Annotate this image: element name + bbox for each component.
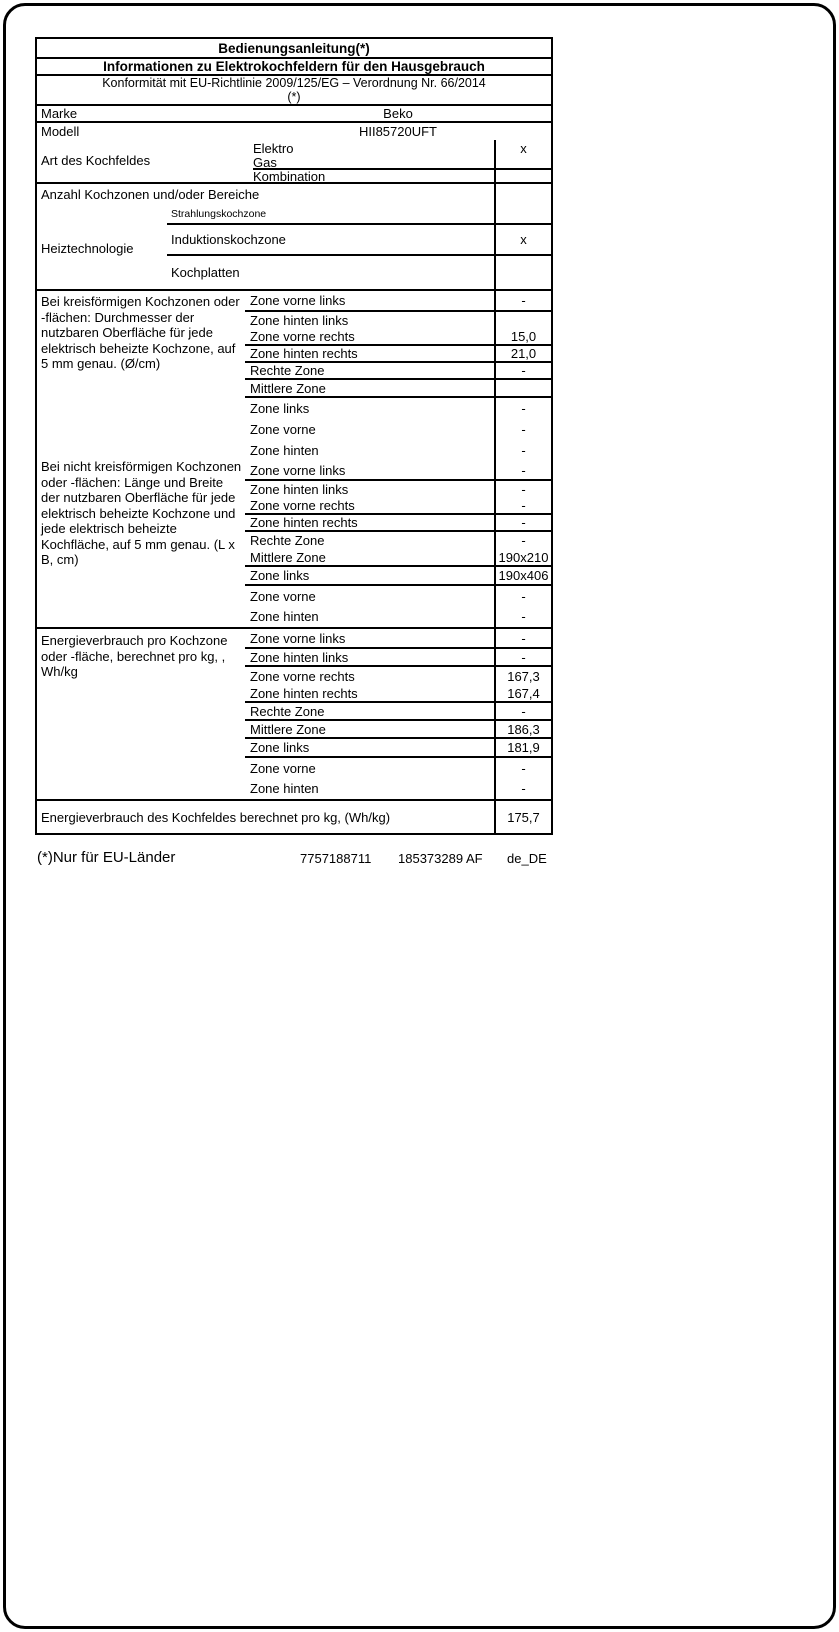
zone-label: Zone vorne links bbox=[250, 293, 346, 308]
document-subtitle: Informationen zu Elektrokochfeldern für den Hausgebrauch bbox=[37, 59, 551, 76]
zone-value: - bbox=[521, 649, 526, 665]
zone-row bbox=[245, 703, 551, 721]
zone-row bbox=[245, 363, 551, 380]
energy-per-zone-label: Energieverbrauch pro Kochzone oder -fläche, berechnet pro kg, , Wh/kg bbox=[41, 633, 228, 679]
model-value: HII85720UFT bbox=[358, 124, 438, 139]
zone-value: - bbox=[521, 588, 526, 604]
zone-label: Zone links bbox=[250, 401, 310, 416]
zone-label: Mittlere Zone bbox=[250, 549, 326, 565]
zone-value: 190x406 bbox=[498, 568, 549, 583]
zone-row bbox=[245, 586, 551, 606]
zone-value: - bbox=[521, 482, 526, 497]
zone-label: Zone vorne bbox=[250, 422, 316, 437]
zone-label: Rechte Zone bbox=[250, 363, 325, 378]
zone-label: Zone hinten bbox=[250, 781, 319, 796]
zone-row bbox=[245, 481, 551, 498]
hob-type-option-row bbox=[253, 170, 551, 182]
zone-row bbox=[245, 567, 551, 586]
zone-value: 167,4 bbox=[507, 685, 540, 701]
zone-label: Zone hinten rechts bbox=[250, 685, 358, 701]
zones-count-row bbox=[37, 184, 551, 205]
zone-row bbox=[245, 419, 551, 440]
zone-label: Rechte Zone bbox=[250, 533, 325, 548]
hob-type-label: Art des Kochfeldes bbox=[41, 153, 151, 168]
zone-label: Zone links bbox=[250, 740, 310, 755]
zone-label: Zone vorne rechts bbox=[250, 668, 355, 684]
hob-type-option-label: Elektro bbox=[253, 140, 294, 156]
zone-row bbox=[245, 329, 551, 346]
language-code: de_DE bbox=[507, 851, 547, 866]
zone-row bbox=[245, 461, 551, 481]
heating-tech-label: Heiztechnologie bbox=[41, 241, 134, 256]
zone-row bbox=[245, 291, 551, 312]
zone-label: Zone hinten rechts bbox=[250, 346, 358, 361]
document-code-2: 185373289 AF bbox=[398, 851, 483, 866]
zone-label: Zone vorne bbox=[250, 588, 316, 604]
zone-label: Zone vorne rechts bbox=[250, 498, 355, 513]
zone-row bbox=[245, 515, 551, 532]
document-code-1: 7757188711 bbox=[300, 851, 372, 866]
zone-label: Zone hinten bbox=[250, 609, 319, 624]
hob-type-option-value: x bbox=[520, 140, 527, 156]
circular-zones-label: Bei kreisförmigen Kochzonen oder -flächen: Durchmesser der nutzbaren Oberfläche für jede elektrisch beheizte Kochzone, auf 5 mm genau. (Ø/cm) bbox=[41, 294, 240, 371]
conformity-statement bbox=[37, 76, 551, 106]
heating-tech-option-label: Strahlungskochzone bbox=[171, 207, 267, 220]
zone-label: Zone hinten rechts bbox=[250, 515, 358, 530]
product-info-table bbox=[35, 37, 553, 835]
document-title: Bedienungsanleitung(*) bbox=[37, 39, 551, 59]
zone-row bbox=[245, 440, 551, 461]
zone-row bbox=[245, 739, 551, 758]
zone-label: Zone hinten bbox=[250, 443, 319, 458]
zone-row bbox=[245, 649, 551, 667]
zone-label: Mittlere Zone bbox=[250, 721, 326, 737]
zone-value: - bbox=[521, 498, 526, 513]
zone-row bbox=[245, 380, 551, 398]
total-energy-value: 175,7 bbox=[507, 809, 540, 825]
zone-value: - bbox=[521, 760, 526, 776]
heating-tech-option-label: Induktionskochzone bbox=[171, 232, 286, 247]
zone-row bbox=[245, 667, 551, 685]
zone-row bbox=[245, 685, 551, 703]
zone-value: - bbox=[521, 630, 526, 646]
zone-row bbox=[245, 629, 551, 649]
zone-value: - bbox=[521, 533, 526, 548]
zone-value: - bbox=[521, 703, 526, 719]
zone-label: Zone vorne links bbox=[250, 462, 346, 478]
zone-row bbox=[245, 758, 551, 778]
zone-label: Zone vorne rechts bbox=[250, 329, 355, 344]
zone-label: Zone hinten links bbox=[250, 482, 349, 497]
zone-label: Zone hinten links bbox=[250, 313, 349, 328]
zone-label: Rechte Zone bbox=[250, 703, 325, 719]
zone-row bbox=[245, 721, 551, 739]
zone-value: - bbox=[521, 293, 526, 308]
zone-value: 190x210 bbox=[498, 549, 549, 565]
zone-row bbox=[245, 549, 551, 567]
heating-tech-block bbox=[37, 205, 551, 291]
heating-tech-option-label: Kochplatten bbox=[171, 265, 240, 280]
zone-value: - bbox=[521, 462, 526, 478]
model-row bbox=[37, 123, 551, 140]
zone-label: Zone links bbox=[250, 568, 310, 583]
zone-value: 21,0 bbox=[510, 346, 537, 361]
zone-value: - bbox=[521, 443, 526, 458]
conformity-line-2: (*) bbox=[287, 90, 301, 104]
zone-value: - bbox=[521, 609, 526, 624]
zone-value: - bbox=[521, 515, 526, 530]
zone-value: - bbox=[521, 422, 526, 437]
brand-row bbox=[37, 106, 551, 123]
conformity-line-1: Konformität mit EU-Richtlinie 2009/125/EG – Verordnung Nr. 66/2014 bbox=[102, 76, 486, 90]
zone-value: - bbox=[521, 363, 526, 378]
zone-row bbox=[245, 532, 551, 549]
hob-type-block bbox=[37, 140, 551, 184]
hob-type-option-label: Kombination bbox=[253, 168, 326, 184]
eu-only-note: (*)Nur für EU-Länder bbox=[37, 849, 176, 866]
brand-label: Marke bbox=[41, 106, 78, 121]
zone-row bbox=[245, 346, 551, 363]
zone-row bbox=[245, 606, 551, 627]
total-energy-row bbox=[37, 799, 551, 833]
zone-label: Zone vorne bbox=[250, 760, 316, 776]
zone-value: 181,9 bbox=[507, 740, 540, 755]
zone-label: Mittlere Zone bbox=[250, 380, 326, 396]
noncircular-zones-label: Bei nicht kreisförmigen Kochzonen oder -flächen: Länge und Breite der nutzbaren Oberfläche für jede elektrisch beheizte Kochzone und jede elektrisch beheizte Kochfläche, auf 5 mm genau. (L x B, cm) bbox=[41, 459, 242, 567]
zone-value: - bbox=[521, 401, 526, 416]
zone-label: Zone vorne links bbox=[250, 630, 346, 646]
zone-energy-block bbox=[37, 627, 551, 799]
zone-value: 167,3 bbox=[507, 668, 540, 684]
total-energy-label: Energieverbrauch des Kochfeldes berechnet pro kg, (Wh/kg) bbox=[41, 809, 391, 825]
hob-type-option-label: Gas bbox=[253, 154, 277, 170]
zone-label: Zone hinten links bbox=[250, 649, 349, 665]
zone-row bbox=[245, 778, 551, 799]
zone-row bbox=[245, 498, 551, 515]
zone-value: 186,3 bbox=[507, 721, 540, 737]
zone-row bbox=[245, 312, 551, 329]
heating-tech-option-value: x bbox=[520, 232, 527, 247]
brand-value: Beko bbox=[383, 106, 413, 121]
value-column-divider bbox=[494, 140, 496, 833]
zone-row bbox=[245, 398, 551, 419]
zone-value: - bbox=[521, 781, 526, 796]
model-label: Modell bbox=[41, 124, 80, 139]
zones-count-label: Anzahl Kochzonen und/oder Bereiche bbox=[41, 187, 260, 202]
zone-value: 15,0 bbox=[510, 329, 537, 344]
zone-dimensions-block bbox=[37, 291, 551, 627]
